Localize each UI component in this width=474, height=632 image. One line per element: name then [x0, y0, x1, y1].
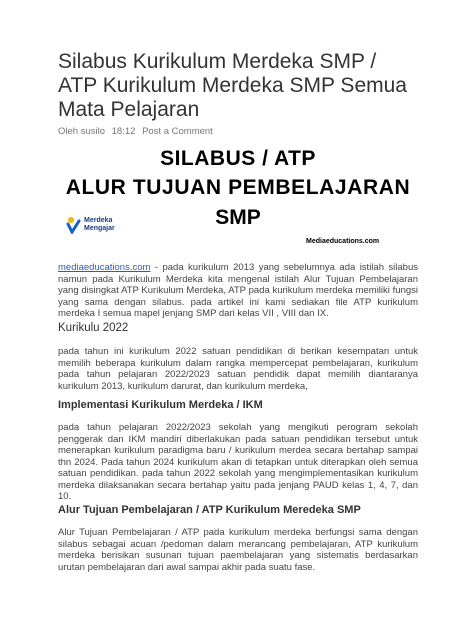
section-text-atp: Alur Tujuan Pembelajaran / ATP pada kurikulum merdeka berfungsi sama dengan silabus sebagai acuan /pedoman dalam merancang pembelajaran, ATP kurikulum merdeka berisikan susunan tujuan paembelajaran yang sistematis berdasarkan urutan pembelajaran dari awal sampai akhir pada suatu fase.: [58, 527, 418, 573]
article-title: Silabus Kurikulum Merdeka SMP / ATP Kurikulum Merdeka SMP Semua Mata Pelajaran: [58, 50, 407, 121]
section-text-kurikulum-2022: pada tahun ini kurikulum 2022 satuan pendidikan di berikan kesempatan untuk memilih beberapa kurikulum dalam rangka mempercepat pembelajaran, kurikulum pada tahun pelajaran 2022/2023 satuan pendidik dapat memilih diantaranya kurikulum 2013, kurikulum darurat, dan kurikulum merdeka,: [58, 346, 418, 392]
logo-text-2: Mengajar: [84, 225, 115, 232]
section-heading-atp: Alur Tujuan Pembelajaran / ATP Kurikulum Meredeka SMP: [58, 504, 361, 516]
intro-paragraph: [58, 262, 418, 320]
section-text-ikm: pada tahun pelajaran 2022/2023 sekolah yang mengikuti perogram sekolah penggerak dan IKM mandiri diberlakukan pada satuan pendidikan tersebut untuk menerapkan kurikulum paradigma baru / kurikulum merdea secara bertahap sampai thn 2024. Pada tahun 2024 kurikulum akan di tetapkan untuk diterapkan oleh semua satuan pendidikan. pada tahun 2022 sekolah yang mengimplementasikan kurikulum merdeka dilaksanakan secara bertahap yaitu pada jenjang PAUD kelas 1, 4, 7, dan 10.: [58, 422, 418, 502]
post-time: 18:12: [111, 126, 136, 137]
merdeka-mengajar-logo: [66, 216, 126, 238]
banner-image: [58, 140, 418, 250]
article-meta: [58, 126, 217, 137]
author[interactable]: Oleh susilo: [58, 126, 105, 137]
banner-line-3: SMP: [215, 206, 261, 229]
banner-line-1: SILABUS / ATP: [160, 147, 316, 170]
section-heading-kurikulum-2022: Kurikulu 2022: [58, 322, 129, 334]
banner-site: Mediaeducations.com: [306, 238, 380, 245]
banner-line-2: ALUR TUJUAN PEMBELAJARAN: [65, 176, 411, 199]
comment-link[interactable]: Post a Comment: [142, 126, 213, 137]
logo-text: [84, 217, 115, 233]
logo-mark-icon: [66, 216, 82, 234]
intro-text: - pada kurikulum 2013 yang sebelumnya ada istilah silabus namun pada Kurikulum Merdeka kita mengenal istilah Alur Tujuan Pembelajaran yang disingkat ATP Kurikulum Merdeka, ATP pada kurikulum merdeka memiliki fungsi yang sama dengan silabus. pada artikel ini kami sediakan file ATP kurikulum merdeka I semua mapel jenjang SMP dari kelas VII , VIII dan IX.: [58, 262, 418, 319]
intro-link[interactable]: mediaeducations.com: [58, 262, 151, 273]
section-heading-ikm: Implementasi Kurikulum Merdeka / IKM: [58, 399, 263, 411]
logo-text-1: Merdeka: [84, 217, 113, 224]
